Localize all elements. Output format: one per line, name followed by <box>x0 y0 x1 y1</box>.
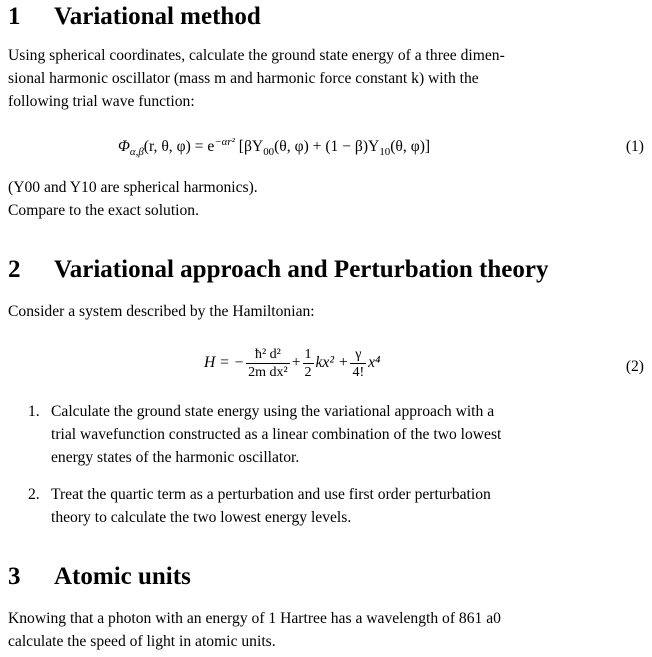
fraction-gamma-numerator: γ <box>350 346 366 364</box>
paragraph-line: theory to calculate the two lowest energy levels. <box>51 509 352 526</box>
fraction-hbar-numerator: ħ² d² <box>246 346 290 364</box>
equation-1-y1-sub: 00 <box>263 146 275 159</box>
section-1-heading <box>8 2 261 32</box>
equation-1-y2-sub: 10 <box>379 146 391 159</box>
list-item <box>28 400 648 469</box>
paragraph-line: Consider a system described by the Hamiltonian: <box>8 303 315 320</box>
equation-1-exponent: −αr² <box>214 135 235 148</box>
fraction-half <box>303 346 314 381</box>
section-2-heading <box>8 255 548 285</box>
section-2-title: Variational approach and Perturbation theory <box>54 256 549 283</box>
section-1-number: 1 <box>8 3 21 30</box>
section-2-number: 2 <box>8 256 21 283</box>
section-2-intro <box>8 300 648 323</box>
section-2-task-list <box>28 400 648 529</box>
fraction-hbar <box>246 346 290 381</box>
equation-2-number: (2) <box>625 358 644 375</box>
equation-1-lhs: Φ <box>118 138 130 155</box>
equation-1-rhs: [βY <box>234 138 264 155</box>
equation-1 <box>0 136 652 160</box>
section-1-intro <box>8 44 648 113</box>
paragraph-line: trial wavefunction constructed as a linear combination of the two lowest <box>51 426 502 443</box>
paragraph-line: calculate the speed of light in atomic units. <box>8 633 276 650</box>
equation-1-rhs-mid: (θ, φ) + (1 − β)Y <box>274 138 380 155</box>
equation-2-lhs: H = − <box>204 354 245 372</box>
paragraph-line: Compare to the exact solution. <box>8 202 199 219</box>
section-3-title: Atomic units <box>54 563 191 590</box>
paragraph-line: Knowing that a photon with an energy of 1 Hartree has a wavelength of 861 a0 <box>8 610 501 627</box>
paragraph-line: Treat the quartic term as a perturbation and use first order perturbation <box>51 486 491 503</box>
fraction-gamma <box>350 346 366 381</box>
section-1-after <box>8 176 648 222</box>
equation-1-lhs-subscript: α,β <box>129 146 144 159</box>
equation-2-plus: + <box>291 354 301 372</box>
section-3-body <box>8 607 648 653</box>
paragraph-line: following trial wave function: <box>8 93 195 110</box>
equation-2-kx2: kx² + <box>315 354 349 372</box>
paragraph-line: sional harmonic oscillator (mass m and harmonic force constant k) with the <box>8 70 479 87</box>
paragraph-line: energy states of the harmonic oscillator. <box>51 449 300 466</box>
section-1-title: Variational method <box>54 3 261 30</box>
fraction-gamma-denominator: 4! <box>352 365 365 380</box>
equation-2-body <box>204 346 380 381</box>
equation-2 <box>0 344 652 390</box>
fraction-half-numerator: 1 <box>304 347 312 362</box>
fraction-half-denominator: 2 <box>304 365 312 380</box>
paragraph-line: Calculate the ground state energy using the variational approach with a <box>51 403 495 420</box>
list-item <box>28 483 648 529</box>
paragraph-line: (Y00 and Y10 are spherical harmonics). <box>8 179 258 196</box>
section-3-number: 3 <box>8 563 21 590</box>
equation-1-rhs-end: (θ, φ)] <box>390 138 431 155</box>
fraction-hbar-denominator: 2m dx² <box>248 365 288 380</box>
equation-1-number: (1) <box>625 138 644 155</box>
list-marker: 1. <box>28 403 40 420</box>
section-3-heading <box>8 562 191 592</box>
list-marker: 2. <box>28 486 40 503</box>
paragraph-line: Using spherical coordinates, calculate the ground state energy of a three dimen- <box>8 47 505 64</box>
equation-1-body <box>118 136 430 158</box>
equation-2-x4: x⁴ <box>368 354 381 372</box>
equation-1-lhs-args: (r, θ, φ) = e <box>143 138 215 155</box>
